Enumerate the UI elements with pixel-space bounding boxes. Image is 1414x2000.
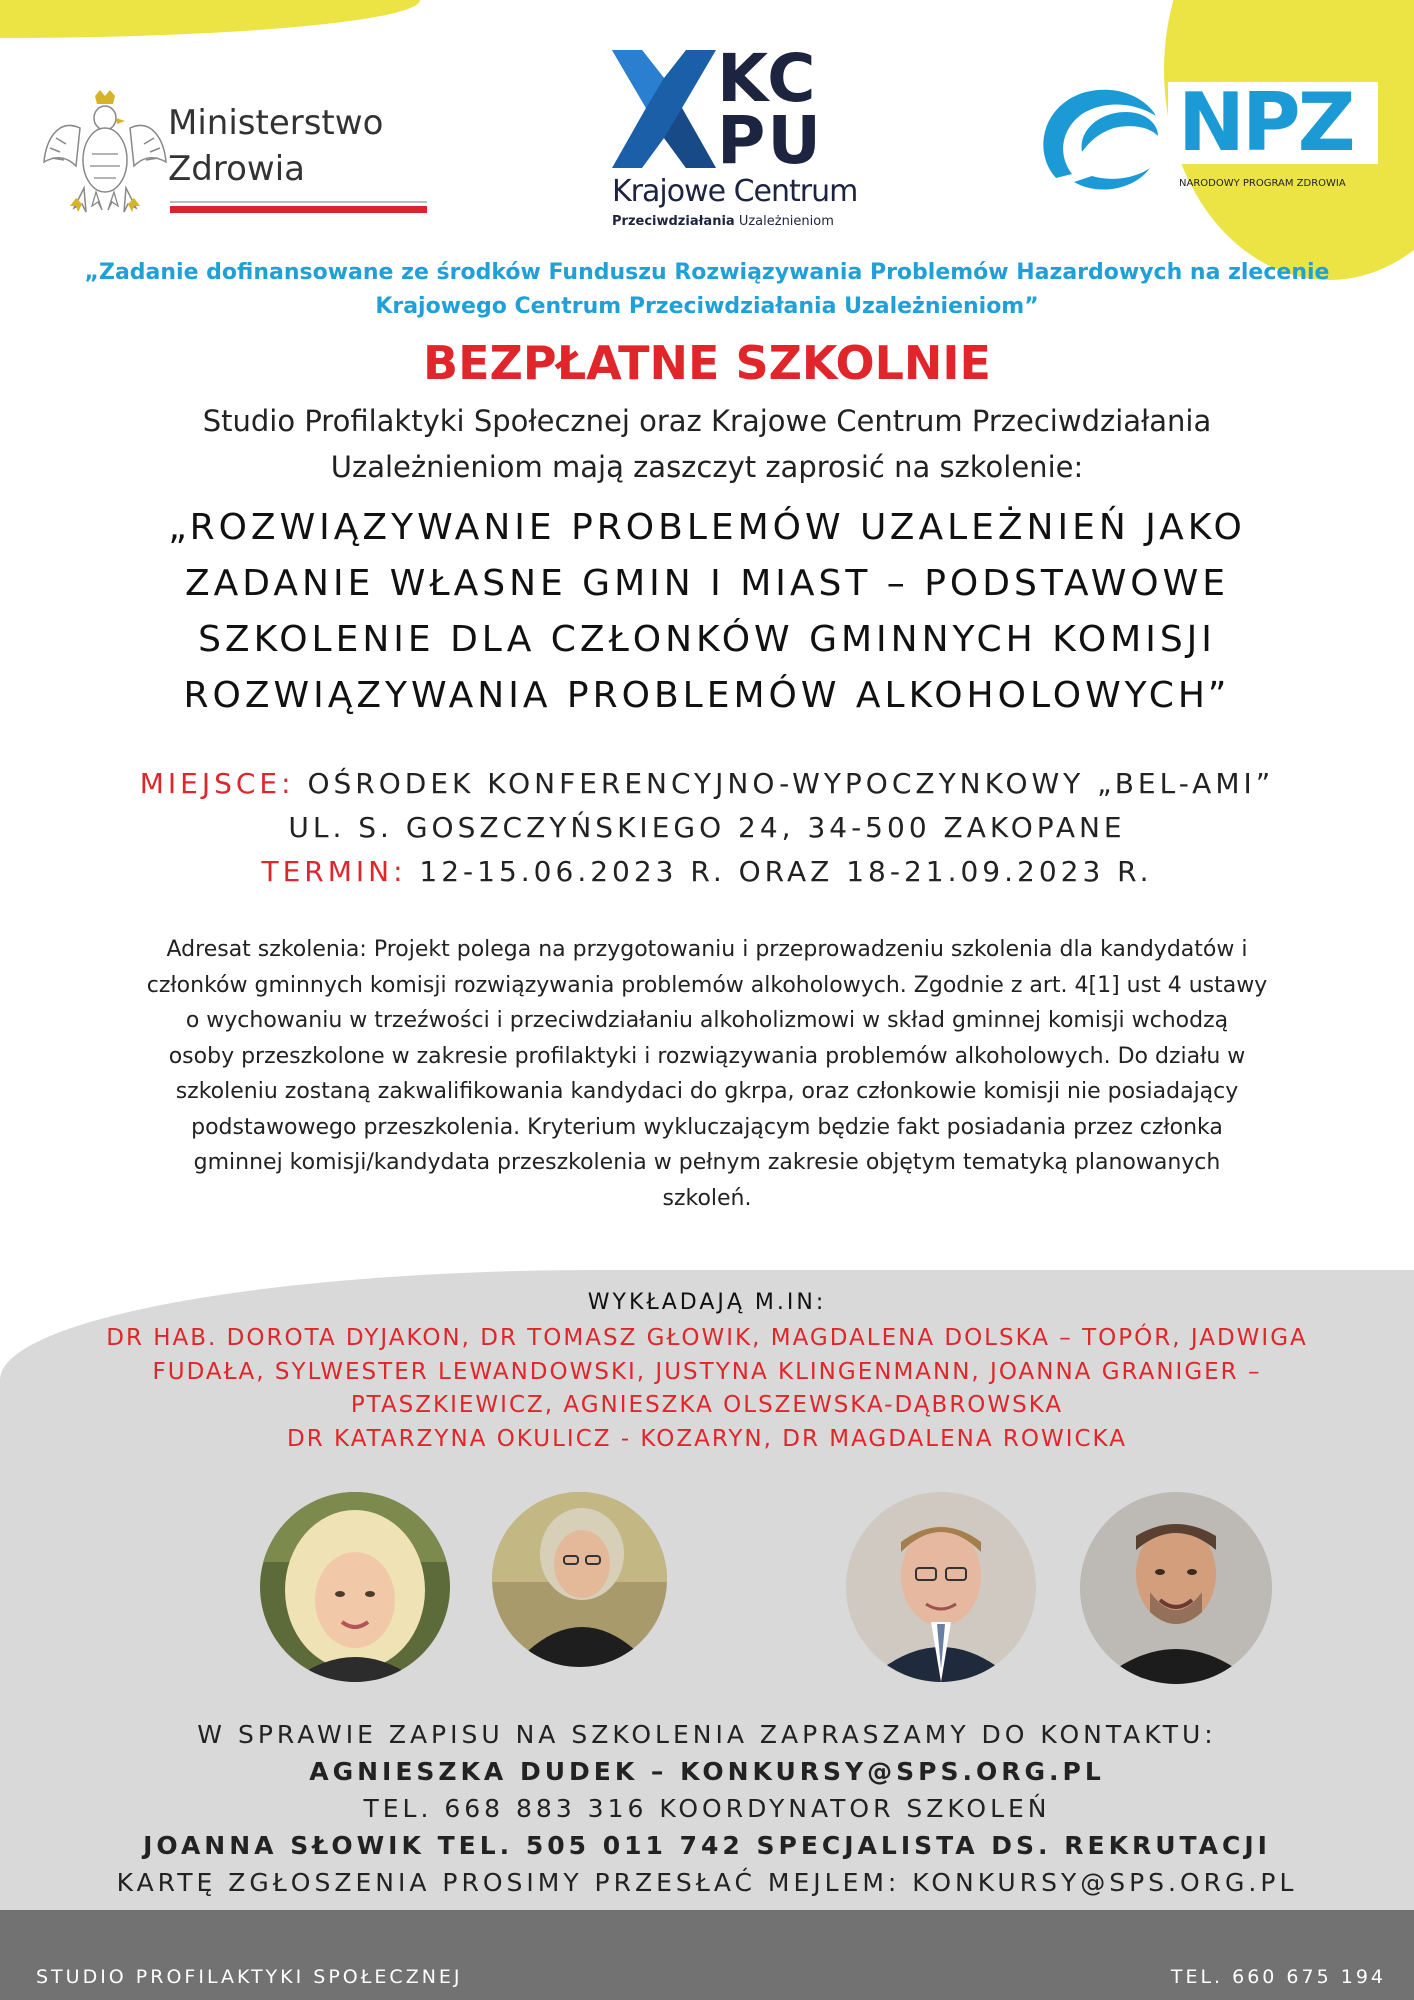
description-line: szkoleń. — [662, 1185, 752, 1211]
kcpu-x-mark-icon — [612, 50, 716, 168]
kcpu-logo — [610, 40, 858, 240]
npz-swirl-icon — [1038, 82, 1168, 202]
footer-organization: STUDIO PROFILAKTYKI SPOŁECZNEJ — [36, 1966, 463, 1988]
lecturers-line: DR HAB. DOROTA DYJAKON, DR TOMASZ GŁOWIK, MAGDALENA DOLSKA – TOPÓR, JADWIGA — [106, 1325, 1308, 1351]
npz-wordmark: NPZ — [1178, 76, 1353, 169]
dates-value: 12-15.06.2023 R. ORAZ 18-21.09.2023 R. — [419, 855, 1153, 888]
npz-subtitle: NARODOWY PROGRAM ZDROWIA — [1179, 178, 1346, 189]
description-line: szkoleniu zostaną zakwalifikowania kandydaci do gkrpa, oraz członkowie komisji nie posiadający — [175, 1079, 1239, 1104]
venue-address: UL. S. GOSZCZYŃSKIEGO 24, 34-500 ZAKOPANE — [288, 811, 1126, 844]
course-title-line1: „ROZWIĄZYWANIE PROBLEMÓW UZALEŻNIEŃ JAKO — [168, 507, 1246, 548]
lecturer-photo-4 — [1080, 1492, 1272, 1684]
description-line: podstawowego przeszkolenia. Kryterium wykluczającym będzie fakt posiadania przez członka — [191, 1114, 1223, 1140]
invitation-line1: Studio Profilaktyki Społecznej oraz Krajowe Centrum Przeciwdziałania — [202, 404, 1212, 438]
headline-free-training: BEZPŁATNE SZKOLNIE — [423, 336, 991, 390]
funding-note-line2: Krajowego Centrum Przeciwdziałania Uzależnieniom” — [375, 294, 1039, 319]
venue-name: OŚRODEK KONFERENCYJNO-WYPOCZYNKOWY „BEL-AMI” — [307, 767, 1275, 800]
ministry-divider-red — [170, 206, 427, 213]
funding-note — [0, 256, 1414, 324]
npz-logo — [1038, 76, 1378, 202]
lecturers-line: FUDAŁA, SYLWESTER LEWANDOWSKI, JUSTYNA KLINGENMANN, JOANNA GRANIGER – — [152, 1358, 1262, 1385]
dates-line — [0, 850, 1414, 894]
ministry-divider-grey — [170, 201, 427, 203]
contact-coordinator-phone: TEL. 668 883 316 KOORDYNATOR SZKOLEŃ — [363, 1794, 1051, 1823]
lecturer-photo-1 — [260, 1492, 450, 1682]
venue-and-dates — [0, 762, 1414, 894]
invitation-text — [0, 398, 1414, 490]
ministry-name — [168, 100, 383, 192]
footer-phone: TEL. 660 675 194 — [1170, 1966, 1386, 1988]
description-line: o wychowaniu w trzeźwości i przeciwdziałaniu alkoholizmowi w skład gminnej komisji wchodzą — [185, 1008, 1229, 1033]
contact-form-note: KARTĘ ZGŁOSZENIA PROSIMY PRZESŁAĆ MEJLEM: KONKURSY@SPS.ORG.PL — [116, 1868, 1298, 1897]
course-title — [0, 500, 1414, 724]
ministry-name-line2: Zdrowia — [168, 149, 305, 189]
decor-yellow-top-left — [0, 0, 420, 38]
kcpu-monogram — [717, 40, 823, 179]
contact-recruitment: JOANNA SŁOWIK TEL. 505 011 742 SPECJALISTA DS. REKRUTACJI — [143, 1831, 1271, 1860]
kcpu-subname-bold: Przeciwdziałania — [612, 214, 735, 229]
lecturers-line: PTASZKIEWICZ, AGNIESZKA OLSZEWSKA-DĄBROWSKA — [350, 1392, 1064, 1418]
venue-line — [0, 762, 1414, 806]
description-line: osoby przeszkolone w zakresie profilaktyki i rozwiązywania problemów alkoholowych. Do działu w — [168, 1043, 1246, 1069]
invitation-line2: Uzależnieniom mają zaszczyt zaprosić na szkolenie: — [330, 450, 1084, 484]
course-title-line3: SZKOLENIE DLA CZŁONKÓW GMINNYCH KOMISJI — [198, 619, 1216, 660]
course-title-line4: ROZWIĄZYWANIA PROBLEMÓW ALKOHOLOWYCH” — [183, 675, 1231, 716]
venue-label: MIEJSCE: — [139, 767, 295, 800]
kcpu-subname-rest: Uzależnieniom — [738, 214, 834, 229]
contact-coordinator: AGNIESZKA DUDEK – KONKURSY@SPS.ORG.PL — [309, 1757, 1105, 1786]
dates-label: TERMIN: — [261, 855, 407, 888]
ministry-name-line1: Ministerstwo — [168, 103, 384, 143]
kcpu-name: Krajowe Centrum — [612, 174, 858, 209]
footer-bar — [0, 1910, 1414, 2000]
contact-intro: W SPRAWIE ZAPISU NA SZKOLENIA ZAPRASZAMY DO KONTAKTU: — [197, 1720, 1217, 1749]
lecturer-photo-2 — [492, 1492, 667, 1667]
lecturer-photo-3 — [846, 1492, 1036, 1682]
kcpu-monogram-top: KC — [717, 40, 818, 117]
funding-note-line1: „Zadanie dofinansowane ze środków Funduszu Rozwiązywania Problemów Hazardowych na zlecenie — [84, 260, 1330, 285]
course-description — [40, 932, 1374, 1216]
lecturers-list — [0, 1322, 1414, 1456]
lecturers-line: DR KATARZYNA OKULICZ - KOZARYN, DR MAGDALENA ROWICKA — [287, 1425, 1127, 1452]
description-line: Adresat szkolenia: Projekt polega na przygotowaniu i przeprowadzeniu szkolenia dla kandydatów i — [166, 937, 1248, 962]
kcpu-monogram-bottom: PU — [717, 102, 823, 179]
eagle-emblem-icon — [40, 88, 170, 220]
ministry-of-health-logo — [40, 88, 400, 228]
description-line: gminnej komisji/kandydata przeszkolenia w pełnym zakresie objętym tematyką planowanych — [193, 1150, 1221, 1175]
kcpu-subname — [612, 214, 834, 229]
contact-block — [0, 1716, 1414, 1901]
course-title-line2: ZADANIE WŁASNE GMIN I MIAST – PODSTAWOWE — [185, 563, 1229, 604]
description-line: członków gminnych komisji rozwiązywania problemów alkoholowych. Zgodnie z art. 4[1] ust 4 ustawy — [146, 972, 1268, 998]
lecturers-heading: WYKŁADAJĄ M.IN: — [587, 1290, 827, 1315]
